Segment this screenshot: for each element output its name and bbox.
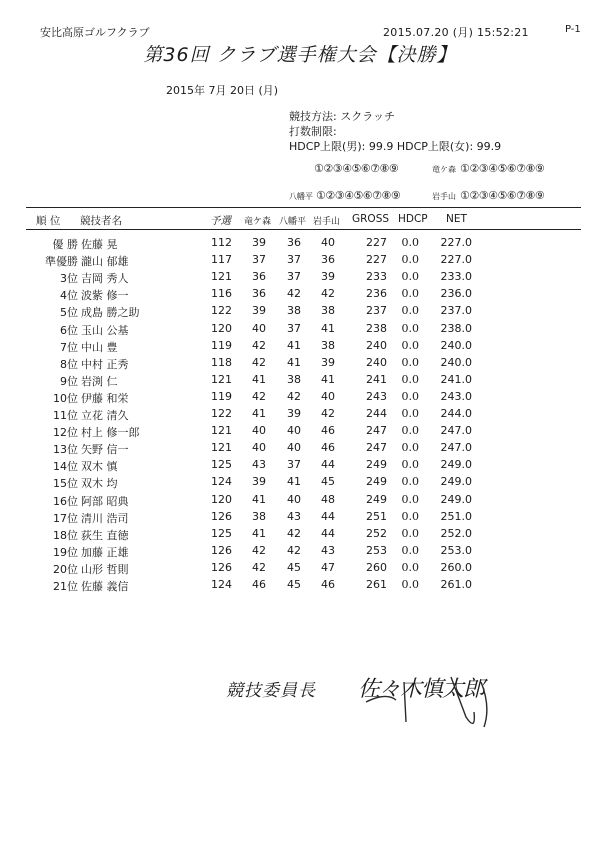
cell-net: 249.0	[440, 475, 472, 489]
cell-qualify: 116	[211, 287, 232, 301]
cell-ryugamori: 41	[252, 407, 266, 420]
cell-hdcp: 0.0	[401, 424, 419, 438]
cell-gross: 247	[366, 441, 387, 455]
cell-rank: 8位	[60, 357, 78, 371]
cell-qualify: 121	[211, 270, 232, 284]
cell-rank: 3位	[60, 272, 78, 286]
cell-net: 253.0	[440, 543, 472, 557]
cell-hachimantai: 41	[287, 475, 301, 489]
cell-name: 清川 浩司	[81, 511, 129, 525]
cell-hdcp: 0.0	[401, 560, 419, 574]
cell-hachimantai: 42	[287, 526, 301, 540]
cell-iwatesan: 41	[321, 372, 335, 386]
cell-hdcp: 0.0	[401, 372, 419, 386]
cell-hdcp: 0.0	[401, 509, 419, 523]
cell-rank: 13位	[53, 443, 78, 457]
cell-hachimantai: 37	[287, 270, 301, 284]
header-qualify: 予選	[210, 215, 231, 227]
cell-gross: 227	[366, 253, 387, 267]
cell-net: 249.0	[440, 458, 472, 472]
cell-iwatesan: 41	[321, 321, 335, 335]
cell-name: 岩渕 仁	[81, 374, 118, 388]
cell-gross: 240	[366, 355, 387, 369]
cell-gross: 252	[366, 526, 387, 540]
print-datetime: 2015.07.20 (月) 15:52:21	[383, 26, 529, 39]
cell-hdcp: 0.0	[401, 304, 419, 318]
cell-gross: 241	[366, 372, 387, 386]
course-label-ryugamori: 竜ケ森	[432, 165, 456, 174]
handwritten-signature-strokes	[356, 662, 506, 732]
cell-hdcp: 0.0	[401, 407, 419, 420]
cell-hachimantai: 42	[287, 543, 301, 557]
cell-rank: 14位	[53, 460, 78, 474]
header-iwatesan: 岩手山	[313, 217, 341, 227]
cell-hachimantai: 37	[287, 321, 301, 335]
cell-rank: 9位	[60, 374, 78, 388]
cell-iwatesan: 44	[321, 526, 335, 540]
course-holes-2: ①②③④⑤⑥⑦⑧⑨	[460, 162, 545, 175]
cell-gross: 249	[366, 458, 387, 472]
hdcp-limit: HDCP上限(男): 99.9 HDCP上限(女): 99.9	[289, 140, 502, 153]
stroke-limit: 打数制限:	[289, 125, 337, 138]
cell-rank: 17位	[53, 511, 78, 525]
document-title: 第36回 クラブ選手権大会【決勝】	[143, 44, 457, 66]
cell-qualify: 122	[211, 407, 232, 420]
cell-iwatesan: 44	[321, 458, 335, 472]
cell-net: 247.0	[440, 441, 472, 455]
cell-name: 山形 哲則	[81, 562, 129, 576]
cell-gross: 253	[366, 543, 387, 557]
cell-hdcp: 0.0	[401, 578, 419, 591]
cell-gross: 233	[366, 270, 387, 284]
cell-net: 238.0	[440, 321, 472, 335]
cell-gross: 243	[366, 389, 387, 403]
cell-qualify: 121	[211, 372, 232, 386]
cell-hdcp: 0.0	[401, 253, 419, 267]
cell-hachimantai: 40	[287, 492, 301, 506]
cell-ryugamori: 38	[252, 509, 266, 523]
cell-net: 236.0	[440, 287, 472, 301]
header-ryugamori: 竜ケ森	[244, 217, 272, 227]
cell-ryugamori: 42	[252, 560, 266, 574]
cell-name: 伊藤 和栄	[81, 391, 129, 405]
cell-name: 双木 均	[81, 477, 118, 491]
club-name: 安比高原ゴルフクラブ	[40, 26, 150, 39]
cell-ryugamori: 39	[252, 236, 266, 249]
cell-iwatesan: 44	[321, 509, 335, 523]
cell-net: 247.0	[440, 424, 472, 438]
cell-hachimantai: 40	[287, 424, 301, 438]
cell-rank: 18位	[53, 528, 78, 542]
cell-rank: 16位	[53, 494, 78, 508]
cell-qualify: 122	[211, 304, 232, 318]
cell-iwatesan: 39	[321, 355, 335, 369]
cell-hachimantai: 45	[287, 560, 301, 574]
cell-qualify: 119	[211, 338, 232, 352]
cell-iwatesan: 46	[321, 441, 335, 455]
cell-net: 233.0	[440, 270, 472, 284]
cell-rank: 準優勝	[45, 255, 78, 269]
cell-qualify: 125	[211, 526, 232, 540]
cell-ryugamori: 39	[252, 475, 266, 489]
cell-hachimantai: 43	[287, 509, 301, 523]
cell-hachimantai: 39	[287, 407, 301, 420]
cell-net: 252.0	[440, 526, 472, 540]
cell-hdcp: 0.0	[401, 475, 419, 489]
cell-rank: 10位	[53, 391, 78, 405]
cell-name: 村上 修一郎	[81, 426, 140, 440]
cell-name: 中村 正秀	[81, 357, 129, 371]
course-holes-3: ①②③④⑤⑥⑦⑧⑨	[316, 189, 401, 202]
cell-name: 瀧山 郁雄	[81, 255, 129, 269]
cell-net: 260.0	[440, 560, 472, 574]
cell-net: 237.0	[440, 304, 472, 318]
cell-name: 加藤 正雄	[81, 545, 129, 559]
course-holes-4: ①②③④⑤⑥⑦⑧⑨	[460, 189, 545, 202]
cell-hdcp: 0.0	[401, 389, 419, 403]
cell-name: 玉山 公基	[81, 323, 129, 337]
cell-qualify: 125	[211, 458, 232, 472]
cell-ryugamori: 42	[252, 543, 266, 557]
cell-name: 立花 清久	[81, 409, 129, 422]
cell-name: 佐藤 義信	[81, 580, 129, 593]
cell-hdcp: 0.0	[401, 458, 419, 472]
cell-ryugamori: 37	[252, 253, 266, 267]
header-gross: GROSS	[352, 213, 390, 225]
cell-hachimantai: 42	[287, 287, 301, 301]
competition-method: 競技方法: スクラッチ	[289, 110, 395, 123]
cell-iwatesan: 46	[321, 578, 335, 591]
cell-hdcp: 0.0	[401, 236, 419, 249]
cell-gross: 247	[366, 424, 387, 438]
cell-hdcp: 0.0	[401, 526, 419, 540]
cell-ryugamori: 36	[252, 270, 266, 284]
cell-qualify: 121	[211, 441, 232, 455]
cell-hdcp: 0.0	[401, 355, 419, 369]
cell-net: 261.0	[440, 578, 472, 591]
cell-ryugamori: 40	[252, 441, 266, 455]
cell-rank: 4位	[60, 289, 78, 303]
header-rank: 順 位	[36, 215, 61, 227]
cell-rank: 15位	[53, 477, 78, 491]
cell-gross: 249	[366, 475, 387, 489]
cell-gross: 260	[366, 560, 387, 574]
cell-rank: 21位	[53, 580, 78, 593]
cell-gross: 240	[366, 338, 387, 352]
cell-net: 240.0	[440, 338, 472, 352]
cell-hdcp: 0.0	[401, 441, 419, 455]
cell-qualify: 112	[211, 236, 232, 249]
cell-qualify: 119	[211, 389, 232, 403]
cell-hdcp: 0.0	[401, 543, 419, 557]
cell-iwatesan: 43	[321, 543, 335, 557]
signature-title: 競技委員長	[226, 681, 316, 701]
cell-name: 成島 勝之助	[81, 306, 140, 320]
cell-iwatesan: 42	[321, 287, 335, 301]
cell-rank: 6位	[60, 323, 78, 337]
cell-qualify: 120	[211, 492, 232, 506]
header-hachimantai: 八幡平	[279, 217, 307, 227]
cell-rank: 優 勝	[52, 238, 78, 251]
cell-rank: 5位	[60, 306, 78, 320]
cell-hachimantai: 45	[287, 578, 301, 591]
cell-qualify: 121	[211, 424, 232, 438]
cell-net: 227.0	[440, 253, 472, 267]
cell-gross: 237	[366, 304, 387, 318]
course-holes-1: ①②③④⑤⑥⑦⑧⑨	[314, 162, 399, 175]
cell-ryugamori: 40	[252, 424, 266, 438]
cell-name: 双木 慎	[81, 460, 118, 474]
header-net: NET	[446, 213, 467, 225]
cell-hachimantai: 38	[287, 304, 301, 318]
header-name: 競技者名	[80, 215, 122, 227]
cell-iwatesan: 38	[321, 304, 335, 318]
cell-iwatesan: 36	[321, 253, 335, 267]
cell-qualify: 124	[211, 475, 232, 489]
cell-iwatesan: 39	[321, 270, 335, 284]
cell-qualify: 118	[211, 355, 232, 369]
cell-hachimantai: 38	[287, 372, 301, 386]
cell-net: 241.0	[440, 372, 472, 386]
header-hdcp: HDCP	[398, 213, 428, 225]
table-top-rule	[26, 207, 581, 208]
cell-ryugamori: 36	[252, 287, 266, 301]
cell-rank: 11位	[53, 409, 78, 422]
cell-ryugamori: 43	[252, 458, 266, 472]
cell-name: 荻生 直徳	[81, 528, 129, 542]
cell-rank: 7位	[60, 340, 78, 354]
cell-gross: 244	[366, 407, 387, 420]
cell-qualify: 117	[211, 253, 232, 267]
course-label-hachimantai: 八幡平	[289, 192, 313, 201]
cell-name: 阿部 昭典	[81, 494, 129, 508]
cell-qualify: 120	[211, 321, 232, 335]
cell-gross: 238	[366, 321, 387, 335]
cell-hdcp: 0.0	[401, 287, 419, 301]
cell-ryugamori: 41	[252, 526, 266, 540]
cell-hdcp: 0.0	[401, 338, 419, 352]
cell-ryugamori: 42	[252, 338, 266, 352]
cell-net: 251.0	[440, 509, 472, 523]
cell-iwatesan: 42	[321, 407, 335, 420]
cell-net: 249.0	[440, 492, 472, 506]
cell-rank: 12位	[53, 426, 78, 440]
cell-ryugamori: 39	[252, 304, 266, 318]
cell-ryugamori: 41	[252, 372, 266, 386]
cell-iwatesan: 47	[321, 560, 335, 574]
cell-hachimantai: 37	[287, 253, 301, 267]
cell-iwatesan: 40	[321, 389, 335, 403]
cell-hachimantai: 36	[287, 236, 301, 249]
cell-name: 吉岡 秀人	[81, 272, 129, 286]
cell-rank: 19位	[53, 545, 78, 559]
page-number: P-1	[565, 24, 581, 35]
cell-hdcp: 0.0	[401, 321, 419, 335]
course-label-iwatesan: 岩手山	[432, 192, 456, 201]
cell-name: 矢野 信一	[81, 443, 129, 457]
cell-name: 佐藤 晃	[81, 238, 118, 251]
cell-name: 波紫 修一	[81, 289, 129, 303]
cell-qualify: 126	[211, 509, 232, 523]
cell-gross: 251	[366, 509, 387, 523]
cell-gross: 236	[366, 287, 387, 301]
cell-net: 244.0	[440, 407, 472, 420]
cell-ryugamori: 40	[252, 321, 266, 335]
cell-gross: 249	[366, 492, 387, 506]
cell-hdcp: 0.0	[401, 270, 419, 284]
cell-gross: 261	[366, 578, 387, 591]
cell-iwatesan: 38	[321, 338, 335, 352]
cell-net: 227.0	[440, 236, 472, 249]
cell-net: 240.0	[440, 355, 472, 369]
cell-hachimantai: 41	[287, 355, 301, 369]
cell-iwatesan: 46	[321, 424, 335, 438]
signature-name: 佐々木慎太郎	[358, 677, 485, 702]
cell-hdcp: 0.0	[401, 492, 419, 506]
cell-name: 中山 豊	[81, 340, 118, 354]
cell-rank: 20位	[53, 562, 78, 576]
cell-hachimantai: 41	[287, 338, 301, 352]
cell-iwatesan: 40	[321, 236, 335, 249]
cell-qualify: 126	[211, 560, 232, 574]
cell-net: 243.0	[440, 389, 472, 403]
cell-ryugamori: 41	[252, 492, 266, 506]
table-header-rule	[26, 229, 581, 230]
cell-iwatesan: 48	[321, 492, 335, 506]
cell-iwatesan: 45	[321, 475, 335, 489]
cell-hachimantai: 40	[287, 441, 301, 455]
cell-hachimantai: 37	[287, 458, 301, 472]
event-date: 2015年 7月 20日 (月)	[166, 84, 279, 97]
cell-ryugamori: 46	[252, 578, 266, 591]
cell-gross: 227	[366, 236, 387, 249]
cell-ryugamori: 42	[252, 355, 266, 369]
cell-ryugamori: 42	[252, 389, 266, 403]
cell-qualify: 126	[211, 543, 232, 557]
cell-hachimantai: 42	[287, 389, 301, 403]
cell-qualify: 124	[211, 578, 232, 591]
